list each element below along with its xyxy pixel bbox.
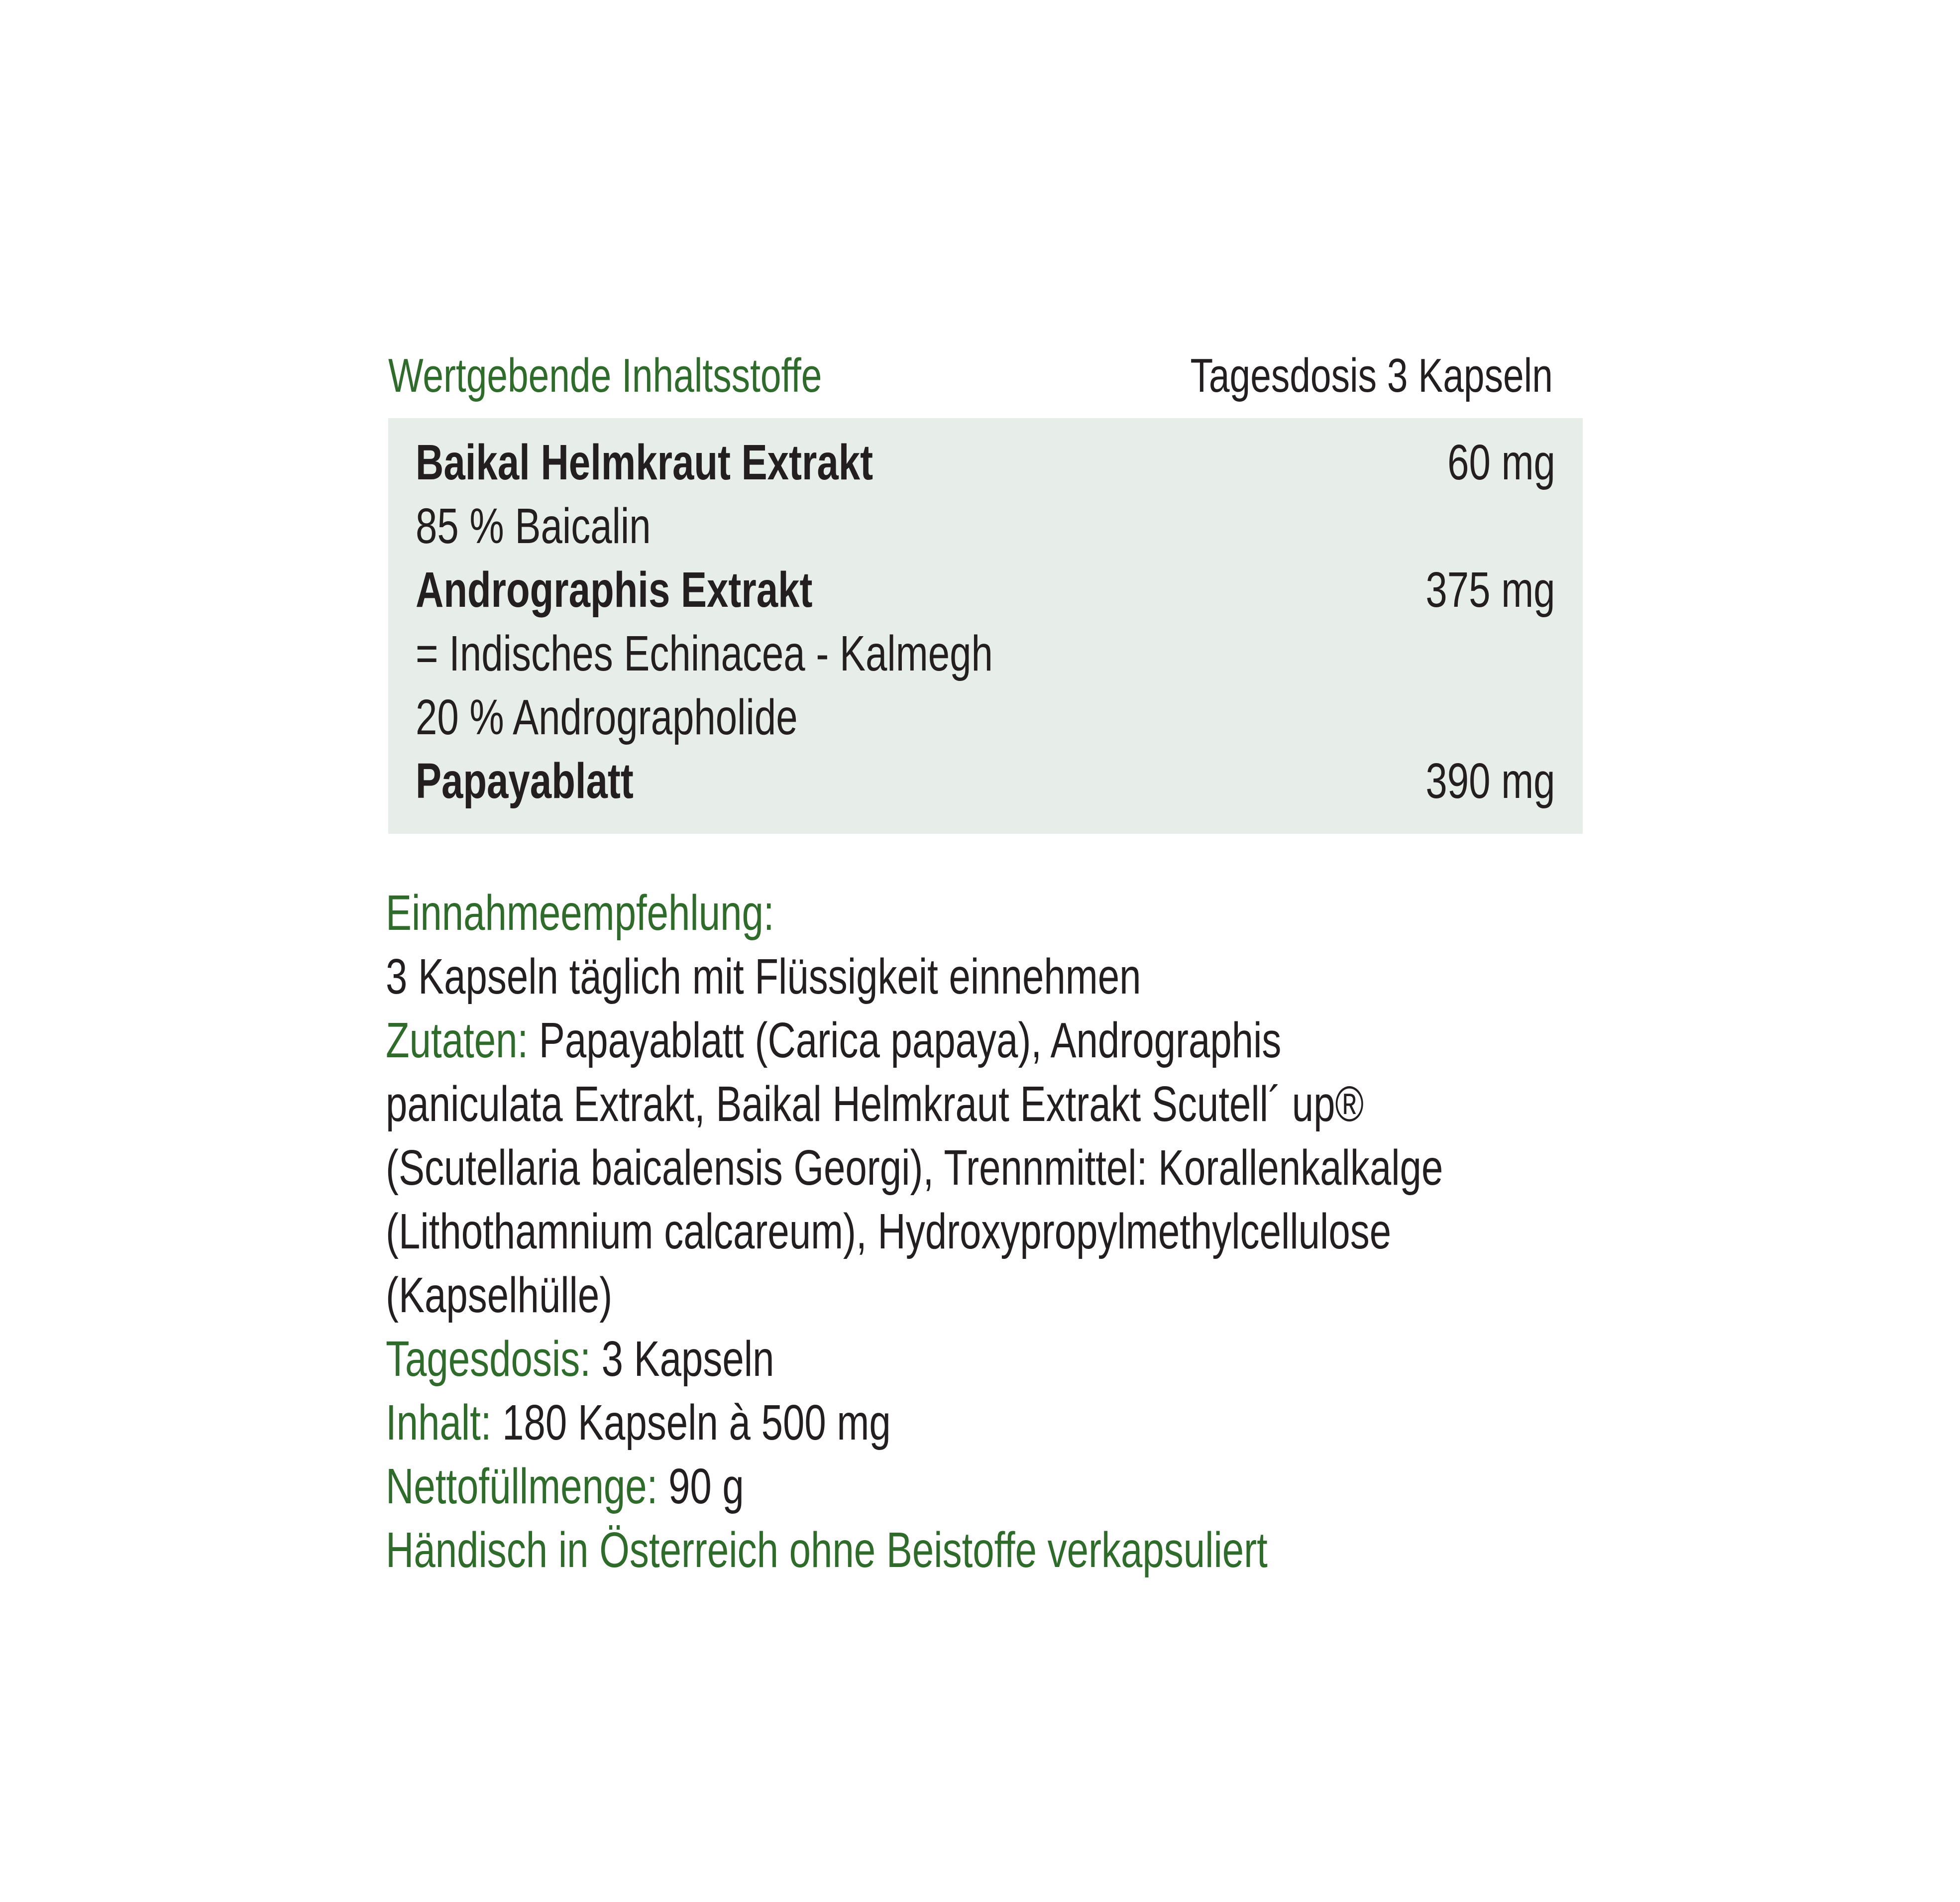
- ingredient-row: [416, 431, 1555, 494]
- product-info: [386, 881, 1580, 1582]
- ingredient-name: Baikal Helmkraut Extrakt: [416, 435, 873, 490]
- netto-line: [386, 1454, 1580, 1518]
- ingredient-name: = Indisches Echinacea - Kalmegh: [416, 626, 993, 681]
- header-left-text: Wertgebende Inhaltsstoffe: [388, 349, 822, 402]
- header-ingredients-label: [388, 348, 944, 403]
- zutaten-text: (Scutellaria baicalensis Georgi), Trennmittel: Korallenkalkalge: [386, 1140, 1443, 1196]
- inhalt-label: Inhalt:: [386, 1395, 492, 1451]
- footer-text: Händisch in Österreich ohne Beistoffe verkapsuliert: [386, 1522, 1268, 1578]
- inhalt-line: [386, 1391, 1580, 1454]
- einnahme-heading: [386, 881, 1580, 945]
- header-right-text: Tagesdosis 3 Kapseln: [1190, 349, 1553, 402]
- zutaten-text: (Lithothamnium calcareum), Hydroxypropylmethylcellulose: [386, 1204, 1392, 1259]
- ingredient-name: Papayablatt: [416, 753, 634, 809]
- zutaten-line-4: [386, 1200, 1580, 1263]
- ingredient-amount: 390 mg: [1425, 753, 1555, 809]
- inhalt-value: 180 Kapseln à 500 mg: [491, 1395, 891, 1451]
- netto-value: 90 g: [657, 1458, 744, 1514]
- ingredient-row: [416, 494, 1555, 558]
- einnahme-line: [386, 945, 1580, 1008]
- zutaten-line-2: [386, 1072, 1580, 1136]
- ingredient-name: 85 % Baicalin: [416, 498, 651, 554]
- netto-label: Nettofüllmenge:: [386, 1458, 658, 1514]
- ingredient-name: Andrographis Extrakt: [416, 562, 813, 618]
- ingredient-row: [416, 558, 1555, 622]
- tagesdosis-line: [386, 1327, 1580, 1391]
- ingredient-name: 20 % Andrographolide: [416, 689, 798, 745]
- footer-line: [386, 1518, 1580, 1582]
- ingredient-row: [416, 749, 1555, 813]
- ingredient-amount: 375 mg: [1425, 562, 1555, 618]
- einnahme-label: Einnahmeempfehlung:: [386, 885, 774, 941]
- tagesdosis-value: 3 Kapseln: [590, 1331, 774, 1387]
- zutaten-line-3: [386, 1136, 1580, 1200]
- tagesdosis-label: Tagesdosis:: [386, 1331, 591, 1387]
- ingredient-row: [416, 685, 1555, 749]
- zutaten-line-1: [386, 1008, 1580, 1072]
- zutaten-text: paniculata Extrakt, Baikal Helmkraut Extrakt Scutell´ up®: [386, 1076, 1364, 1132]
- einnahme-text: 3 Kapseln täglich mit Flüssigkeit einnehmen: [386, 949, 1141, 1005]
- zutaten-text: (Kapselhülle): [386, 1267, 613, 1323]
- zutaten-text: Papayablatt (Carica papaya), Andrographis: [528, 1012, 1282, 1068]
- table-header: [388, 343, 1553, 418]
- header-dose-label: [1088, 348, 1553, 403]
- ingredients-table: [388, 418, 1583, 834]
- zutaten-label: Zutaten:: [386, 1012, 529, 1068]
- zutaten-line-5: [386, 1263, 1580, 1327]
- ingredient-row: [416, 622, 1555, 685]
- ingredient-amount: 60 mg: [1447, 435, 1555, 490]
